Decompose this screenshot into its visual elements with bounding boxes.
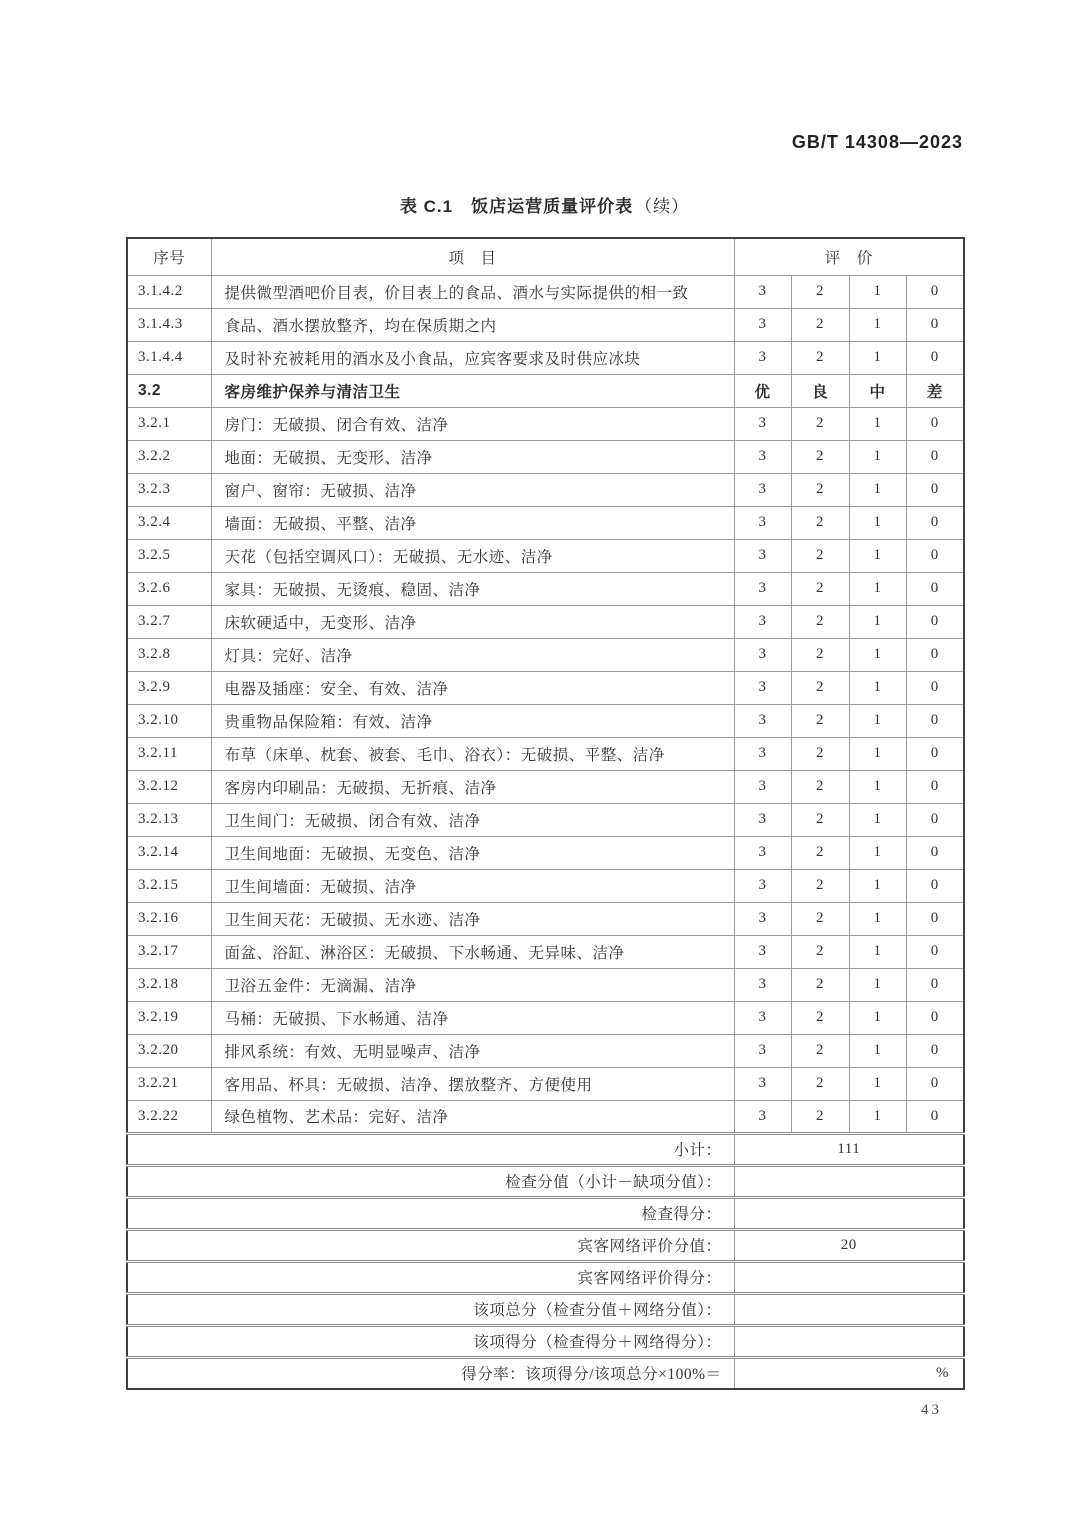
score-cell: 2 [791, 770, 849, 803]
score-cell: 3 [734, 935, 791, 968]
row-item-cell: 排风系统：有效、无明显噪声、洁净 [211, 1034, 734, 1067]
row-item-cell: 贵重物品保险箱：有效、洁净 [211, 704, 734, 737]
table-row [127, 671, 964, 704]
table-row [127, 770, 964, 803]
table-row [127, 836, 964, 869]
summary-label-cell: 宾客网络评价得分： [127, 1261, 734, 1293]
table-row [127, 869, 964, 902]
table-row [127, 407, 964, 440]
score-cell: 1 [849, 671, 906, 704]
summary-value-cell [734, 1197, 964, 1229]
row-seq-cell: 3.2.17 [127, 935, 211, 968]
row-item-cell: 房门：无破损、闭合有效、洁净 [211, 407, 734, 440]
score-cell: 0 [906, 770, 964, 803]
score-cell: 3 [734, 605, 791, 638]
table-row [127, 440, 964, 473]
score-cell: 0 [906, 935, 964, 968]
score-cell: 3 [734, 704, 791, 737]
summary-value-cell: % [734, 1357, 964, 1389]
row-seq-cell: 3.2 [127, 374, 211, 407]
score-cell: 0 [906, 473, 964, 506]
score-cell: 3 [734, 671, 791, 704]
score-cell: 1 [849, 836, 906, 869]
row-item-cell: 卫生间门：无破损、闭合有效、洁净 [211, 803, 734, 836]
row-seq-cell: 3.2.5 [127, 539, 211, 572]
table-row [127, 1100, 964, 1133]
table-row [127, 506, 964, 539]
row-seq-cell: 3.2.3 [127, 473, 211, 506]
table-title [126, 192, 963, 217]
score-cell: 1 [849, 407, 906, 440]
score-cell: 1 [849, 605, 906, 638]
row-seq-cell: 3.2.2 [127, 440, 211, 473]
table-row [127, 572, 964, 605]
score-cell: 2 [791, 605, 849, 638]
score-cell: 3 [734, 572, 791, 605]
score-cell: 2 [791, 968, 849, 1001]
score-cell: 3 [734, 836, 791, 869]
row-item-cell: 客房内印刷品：无破损、无折痕、洁净 [211, 770, 734, 803]
score-cell: 0 [906, 341, 964, 374]
row-item-cell: 马桶：无破损、下水畅通、洁净 [211, 1001, 734, 1034]
score-cell: 2 [791, 1001, 849, 1034]
table-row [127, 1034, 964, 1067]
row-item-cell: 及时补充被耗用的酒水及小食品，应宾客要求及时供应冰块 [211, 341, 734, 374]
row-seq-cell: 3.2.8 [127, 638, 211, 671]
summary-label-cell: 检查得分： [127, 1197, 734, 1229]
summary-label-cell: 得分率：该项得分/该项总分×100%＝ [127, 1357, 734, 1389]
row-item-cell: 提供微型酒吧价目表，价目表上的食品、酒水与实际提供的相一致 [211, 275, 734, 308]
row-item-cell: 床软硬适中，无变形、洁净 [211, 605, 734, 638]
table-row [127, 902, 964, 935]
score-cell: 2 [791, 836, 849, 869]
score-cell: 2 [791, 638, 849, 671]
score-cell: 0 [906, 968, 964, 1001]
score-cell: 3 [734, 638, 791, 671]
score-cell: 3 [734, 1100, 791, 1133]
score-cell: 3 [734, 968, 791, 1001]
score-cell: 优 [734, 374, 791, 407]
row-seq-cell: 3.2.7 [127, 605, 211, 638]
score-cell: 2 [791, 737, 849, 770]
score-cell: 0 [906, 803, 964, 836]
row-item-cell: 卫浴五金件：无滴漏、洁净 [211, 968, 734, 1001]
summary-row [127, 1325, 964, 1357]
summary-row [127, 1357, 964, 1389]
row-item-cell: 卫生间地面：无破损、无变色、洁净 [211, 836, 734, 869]
table-row [127, 1067, 964, 1100]
score-cell: 3 [734, 308, 791, 341]
row-seq-cell: 3.2.15 [127, 869, 211, 902]
row-seq-cell: 3.2.16 [127, 902, 211, 935]
row-seq-cell: 3.2.10 [127, 704, 211, 737]
row-item-cell: 电器及插座：安全、有效、洁净 [211, 671, 734, 704]
section-header-row [127, 374, 964, 407]
score-cell: 2 [791, 539, 849, 572]
score-cell: 3 [734, 539, 791, 572]
score-cell: 2 [791, 440, 849, 473]
row-item-cell: 客房维护保养与清洁卫生 [211, 374, 734, 407]
score-cell: 1 [849, 341, 906, 374]
header-item: 项 目 [211, 238, 734, 275]
table-row [127, 341, 964, 374]
table-row [127, 803, 964, 836]
score-cell: 3 [734, 1001, 791, 1034]
table-row [127, 605, 964, 638]
row-seq-cell: 3.2.22 [127, 1100, 211, 1133]
score-cell: 3 [734, 473, 791, 506]
score-cell: 2 [791, 473, 849, 506]
row-seq-cell: 3.2.18 [127, 968, 211, 1001]
score-cell: 3 [734, 506, 791, 539]
table-body [127, 275, 964, 1133]
row-item-cell: 客用品、杯具：无破损、洁净、摆放整齐、方便使用 [211, 1067, 734, 1100]
table-row [127, 638, 964, 671]
row-seq-cell: 3.1.4.4 [127, 341, 211, 374]
score-cell: 0 [906, 869, 964, 902]
evaluation-table [126, 237, 965, 1390]
score-cell: 1 [849, 638, 906, 671]
row-seq-cell: 3.2.13 [127, 803, 211, 836]
table-row [127, 275, 964, 308]
score-cell: 1 [849, 1100, 906, 1133]
summary-row [127, 1261, 964, 1293]
page-number: 43 [921, 1402, 942, 1418]
score-cell: 3 [734, 770, 791, 803]
row-seq-cell: 3.1.4.2 [127, 275, 211, 308]
score-cell: 1 [849, 737, 906, 770]
score-cell: 2 [791, 407, 849, 440]
score-cell: 0 [906, 638, 964, 671]
score-cell: 2 [791, 671, 849, 704]
score-cell: 0 [906, 836, 964, 869]
score-cell: 3 [734, 1067, 791, 1100]
row-item-cell: 食品、酒水摆放整齐，均在保质期之内 [211, 308, 734, 341]
score-cell: 2 [791, 1067, 849, 1100]
table-title-suffix: （续） [635, 197, 690, 216]
summary-label-cell: 检查分值（小计－缺项分值）： [127, 1165, 734, 1197]
summary-row [127, 1165, 964, 1197]
summary-value-cell [734, 1261, 964, 1293]
score-cell: 0 [906, 605, 964, 638]
table-summary [127, 1133, 964, 1389]
score-cell: 3 [734, 440, 791, 473]
row-seq-cell: 3.2.20 [127, 1034, 211, 1067]
score-cell: 3 [734, 737, 791, 770]
score-cell: 良 [791, 374, 849, 407]
score-cell: 1 [849, 308, 906, 341]
row-item-cell: 墙面：无破损、平整、洁净 [211, 506, 734, 539]
score-cell: 3 [734, 407, 791, 440]
row-seq-cell: 3.2.9 [127, 671, 211, 704]
score-cell: 差 [906, 374, 964, 407]
row-seq-cell: 3.2.1 [127, 407, 211, 440]
row-seq-cell: 3.2.19 [127, 1001, 211, 1034]
row-item-cell: 地面：无破损、无变形、洁净 [211, 440, 734, 473]
score-cell: 0 [906, 671, 964, 704]
score-cell: 0 [906, 308, 964, 341]
score-cell: 2 [791, 275, 849, 308]
score-cell: 1 [849, 704, 906, 737]
score-cell: 0 [906, 1034, 964, 1067]
summary-row [127, 1197, 964, 1229]
score-cell: 2 [791, 869, 849, 902]
row-item-cell: 面盆、浴缸、淋浴区：无破损、下水畅通、无异味、洁净 [211, 935, 734, 968]
table-row [127, 935, 964, 968]
summary-row [127, 1293, 964, 1325]
score-cell: 1 [849, 869, 906, 902]
summary-label-cell: 该项总分（检查分值＋网络分值）： [127, 1293, 734, 1325]
table-title-main: 表 C.1 饭店运营质量评价表 [399, 197, 634, 216]
summary-value-cell: 20 [734, 1229, 964, 1261]
row-item-cell: 灯具：完好、洁净 [211, 638, 734, 671]
summary-value-cell: 111 [734, 1133, 964, 1165]
score-cell: 1 [849, 506, 906, 539]
score-cell: 1 [849, 1001, 906, 1034]
score-cell: 3 [734, 869, 791, 902]
header-evaluation: 评 价 [734, 238, 964, 275]
score-cell: 0 [906, 1067, 964, 1100]
score-cell: 0 [906, 902, 964, 935]
score-cell: 1 [849, 539, 906, 572]
score-cell: 1 [849, 902, 906, 935]
table-row [127, 1001, 964, 1034]
score-cell: 1 [849, 968, 906, 1001]
score-cell: 0 [906, 407, 964, 440]
row-item-cell: 绿色植物、艺术品：完好、洁净 [211, 1100, 734, 1133]
score-cell: 中 [849, 374, 906, 407]
summary-label-cell: 宾客网络评价分值： [127, 1229, 734, 1261]
score-cell: 2 [791, 572, 849, 605]
score-cell: 2 [791, 341, 849, 374]
row-seq-cell: 3.2.14 [127, 836, 211, 869]
summary-row [127, 1229, 964, 1261]
score-cell: 0 [906, 539, 964, 572]
row-seq-cell: 3.2.21 [127, 1067, 211, 1100]
score-cell: 1 [849, 275, 906, 308]
score-cell: 1 [849, 440, 906, 473]
score-cell: 2 [791, 308, 849, 341]
row-item-cell: 布草（床单、枕套、被套、毛巾、浴衣）：无破损、平整、洁净 [211, 737, 734, 770]
score-cell: 1 [849, 473, 906, 506]
score-cell: 2 [791, 935, 849, 968]
score-cell: 0 [906, 1001, 964, 1034]
row-item-cell: 家具：无破损、无烫痕、稳固、洁净 [211, 572, 734, 605]
score-cell: 2 [791, 803, 849, 836]
table-row [127, 539, 964, 572]
row-seq-cell: 3.1.4.3 [127, 308, 211, 341]
score-cell: 1 [849, 803, 906, 836]
row-item-cell: 天花（包括空调风口）：无破损、无水迹、洁净 [211, 539, 734, 572]
score-cell: 2 [791, 1034, 849, 1067]
score-cell: 0 [906, 440, 964, 473]
header-row [127, 238, 964, 275]
summary-label-cell: 该项得分（检查得分＋网络得分）： [127, 1325, 734, 1357]
score-cell: 1 [849, 770, 906, 803]
row-item-cell: 卫生间天花：无破损、无水迹、洁净 [211, 902, 734, 935]
score-cell: 2 [791, 506, 849, 539]
score-cell: 0 [906, 1100, 964, 1133]
summary-row [127, 1133, 964, 1165]
score-cell: 1 [849, 572, 906, 605]
score-cell: 0 [906, 737, 964, 770]
score-cell: 1 [849, 1034, 906, 1067]
row-seq-cell: 3.2.4 [127, 506, 211, 539]
row-seq-cell: 3.2.12 [127, 770, 211, 803]
standard-number: GB/T 14308—2023 [791, 132, 963, 152]
header-seq-no: 序号 [127, 238, 211, 275]
row-seq-cell: 3.2.6 [127, 572, 211, 605]
score-cell: 1 [849, 935, 906, 968]
score-cell: 3 [734, 902, 791, 935]
score-cell: 2 [791, 704, 849, 737]
summary-value-cell [734, 1293, 964, 1325]
score-cell: 2 [791, 1100, 849, 1133]
table-row [127, 473, 964, 506]
row-item-cell: 卫生间墙面：无破损、洁净 [211, 869, 734, 902]
summary-label-cell: 小计： [127, 1133, 734, 1165]
table-row [127, 308, 964, 341]
table-row [127, 968, 964, 1001]
score-cell: 0 [906, 275, 964, 308]
table-row [127, 737, 964, 770]
score-cell: 3 [734, 1034, 791, 1067]
score-cell: 3 [734, 803, 791, 836]
score-cell: 0 [906, 506, 964, 539]
score-cell: 0 [906, 572, 964, 605]
score-cell: 3 [734, 341, 791, 374]
score-cell: 0 [906, 704, 964, 737]
table-row [127, 704, 964, 737]
score-cell: 3 [734, 275, 791, 308]
summary-value-cell [734, 1325, 964, 1357]
score-cell: 1 [849, 1067, 906, 1100]
score-cell: 2 [791, 902, 849, 935]
row-item-cell: 窗户、窗帘：无破损、洁净 [211, 473, 734, 506]
row-seq-cell: 3.2.11 [127, 737, 211, 770]
table-header [127, 238, 964, 275]
summary-value-cell [734, 1165, 964, 1197]
